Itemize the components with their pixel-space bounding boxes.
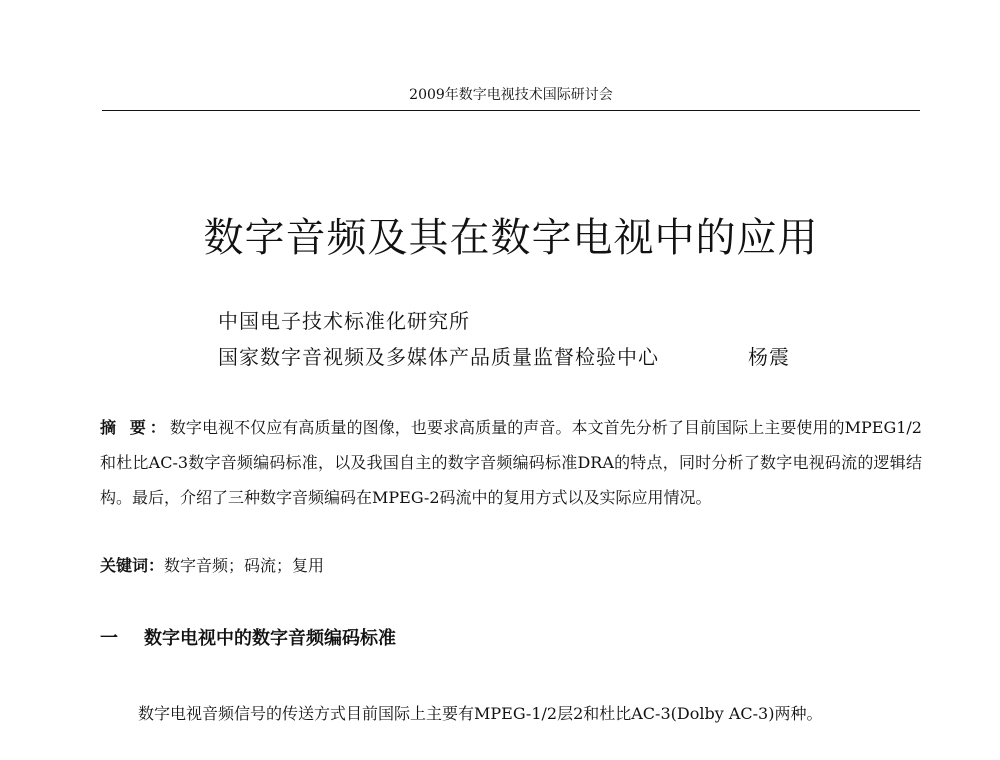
section-heading	[100, 626, 396, 652]
running-header: 2009年数字电视技术国际研讨会	[409, 87, 613, 103]
body-paragraph: 数字电视音频信号的传送方式目前国际上主要有MPEG-1/2层2和杜比AC-3(Dolby AC-3)两种。	[138, 704, 823, 723]
section-title: 数字电视中的数字音频编码标准	[144, 628, 396, 649]
paper-title: 数字音频及其在数字电视中的应用	[203, 215, 819, 261]
abstract	[100, 410, 922, 515]
affiliation-1: 中国电子技术标准化研究所	[218, 309, 470, 333]
keywords-label: 关键词：	[100, 556, 165, 575]
affiliation-2: 国家数字音视频及多媒体产品质量监督检验中心	[218, 345, 659, 369]
abstract-text: 数字电视不仅应有高质量的图像，也要求高质量的声音。本文首先分析了目前国际上主要使用的MPEG1/2和杜比AC-3数字音频编码标准，以及我国自主的数字音频编码标准DRA的特点，同时分析了数字电视码流的逻辑结构。最后，介绍了三种数字音频编码在MPEG-2码流中的复用方式以及实际应用情况。	[100, 418, 922, 507]
keywords-text: 数字音频；码流；复用	[164, 556, 325, 575]
keywords	[100, 552, 324, 580]
abstract-label: 摘 要：	[100, 418, 170, 437]
author-name: 杨震	[748, 345, 790, 369]
section-number: 一	[100, 628, 118, 649]
header-rule	[102, 110, 920, 111]
